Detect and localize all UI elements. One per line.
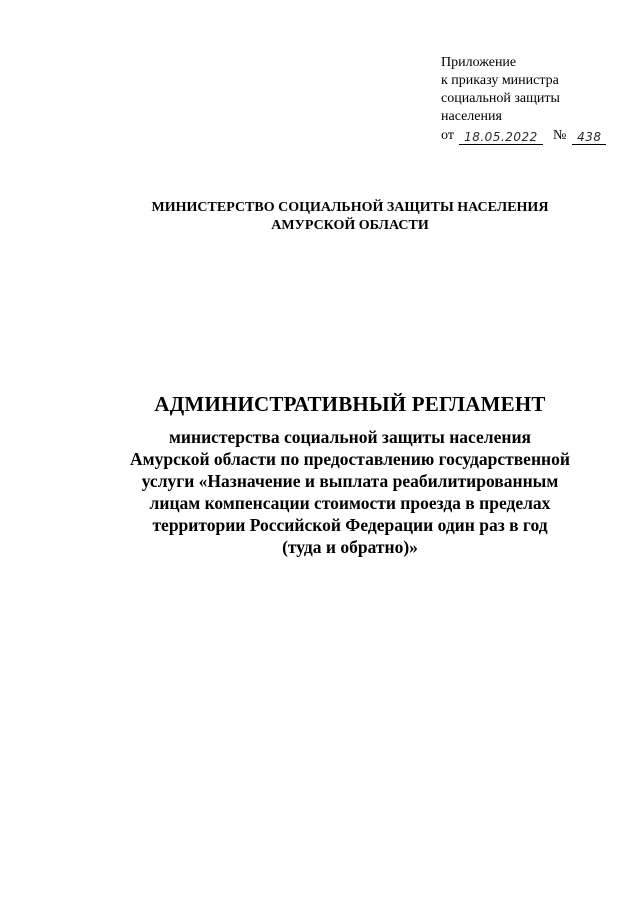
subtitle-line: министерства социальной защиты населения (169, 427, 531, 447)
handwritten-date: 18.05.2022 (459, 130, 543, 145)
subtitle-line: территории Российской Федерации один раз в год (152, 515, 548, 535)
appendix-population-text: населения (441, 109, 502, 124)
from-label: от (441, 128, 454, 143)
order-date-number-line (441, 127, 621, 145)
appendix-label: Приложение (441, 55, 517, 70)
subtitle-line: Амурской области по предоставлению государственной (130, 449, 570, 469)
number-label: № (552, 128, 567, 143)
document-title: АДМИНИСТРАТИВНЫЙ РЕГЛАМЕНТ (154, 392, 546, 416)
appendix-ministry-text: социальной защиты (441, 91, 560, 106)
subtitle-line: (туда и обратно)» (282, 537, 418, 557)
appendix-order-text: к приказу министра (441, 73, 559, 88)
ministry-header (100, 199, 600, 235)
ministry-name-line2: АМУРСКОЙ ОБЛАСТИ (271, 218, 429, 233)
ministry-name-line1: МИНИСТЕРСТВО СОЦИАЛЬНОЙ ЗАЩИТЫ НАСЕЛЕНИЯ (151, 200, 549, 215)
appendix-block (441, 54, 621, 145)
handwritten-number: 438 (572, 130, 606, 145)
document-subtitle (70, 426, 630, 558)
subtitle-line: лицам компенсации стоимости проезда в пределах (149, 493, 551, 513)
subtitle-line: услуги «Назначение и выплата реабилитированным (141, 471, 559, 491)
